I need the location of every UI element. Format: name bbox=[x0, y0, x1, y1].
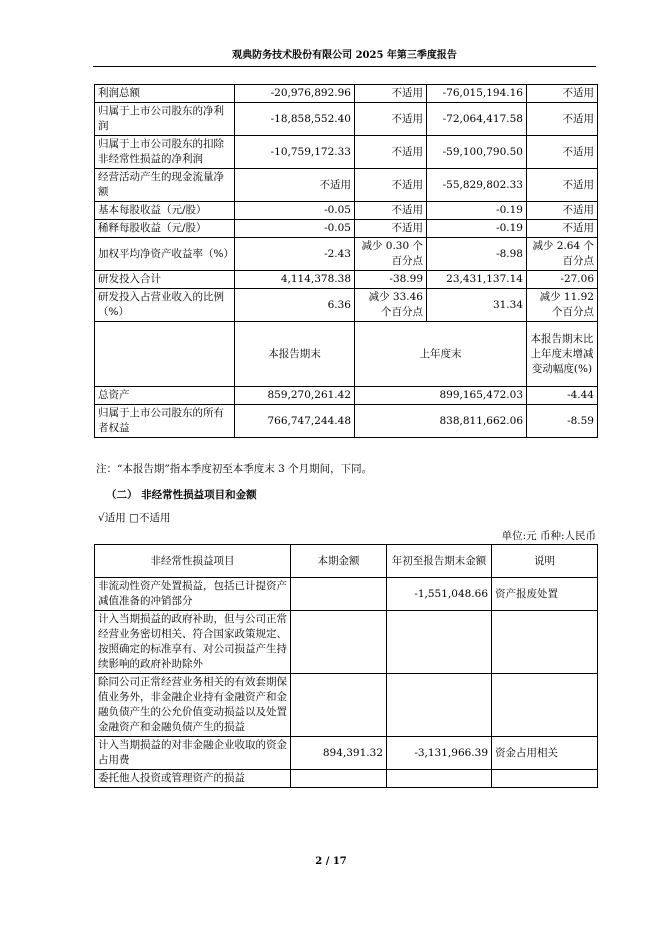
table-cell: -59,100,790.50 bbox=[427, 136, 527, 169]
table-row bbox=[95, 220, 598, 238]
table-row bbox=[95, 136, 598, 169]
table-cell: -8.98 bbox=[427, 238, 527, 271]
table-cell: 31.34 bbox=[427, 289, 527, 322]
table-cell: 不适用 bbox=[527, 85, 598, 103]
table-cell: 不适用 bbox=[527, 103, 598, 136]
table-row bbox=[95, 737, 598, 770]
table-cell: -4.44 bbox=[527, 387, 598, 405]
table-cell: 减少 0.30 个百分点 bbox=[355, 238, 427, 271]
report-header: 观典防务技术股份有限公司 2025 年第三季度报告 bbox=[93, 46, 596, 67]
row-label: 稀释每股收益（元/股） bbox=[95, 220, 235, 238]
row-label: 委托他人投资或管理资产的损益 bbox=[95, 770, 291, 788]
table-cell bbox=[387, 770, 492, 788]
table-cell: 不适用 bbox=[527, 202, 598, 220]
table-row bbox=[95, 202, 598, 220]
table-cell: -2.43 bbox=[235, 238, 355, 271]
row-label: 归属于上市公司股东的扣除非经常性损益的净利润 bbox=[95, 136, 235, 169]
table-row bbox=[95, 387, 598, 405]
row-label: 经营活动产生的现金流量净额 bbox=[95, 169, 235, 202]
table-cell: 不适用 bbox=[355, 103, 427, 136]
table-row bbox=[95, 611, 598, 674]
table-cell: 不适用 bbox=[527, 169, 598, 202]
column-header: 非经常性损益项目 bbox=[95, 545, 291, 578]
table-cell: 不适用 bbox=[355, 85, 427, 103]
currency-unit: 单位:元 币种:人民币 bbox=[501, 530, 596, 542]
table-cell: -0.05 bbox=[235, 202, 355, 220]
table-cell bbox=[492, 611, 598, 674]
table-cell bbox=[387, 611, 492, 674]
column-header: 说明 bbox=[492, 545, 598, 578]
table-cell: 不适用 bbox=[355, 136, 427, 169]
table-row bbox=[95, 103, 598, 136]
table-cell: 4,114,378.38 bbox=[235, 271, 355, 289]
row-label: 研发投入合计 bbox=[95, 271, 235, 289]
row-label: 除同公司正常经营业务相关的有效套期保值业务外，非金融企业持有金融资产和金融负债产生的公允价值变动损益以及处置金融资产和金融负债产生的损益 bbox=[95, 674, 291, 737]
table-cell bbox=[291, 770, 387, 788]
financial-indicators-table bbox=[94, 84, 598, 438]
table-cell: -8.59 bbox=[527, 405, 598, 438]
row-label: 计入当期损益的对非金融企业收取的资金占用费 bbox=[95, 737, 291, 770]
table-cell: 23,431,137.14 bbox=[427, 271, 527, 289]
table-cell: 不适用 bbox=[527, 220, 598, 238]
column-header: 本报告期末 bbox=[235, 322, 355, 387]
table-row bbox=[95, 289, 598, 322]
column-header: 本期金额 bbox=[291, 545, 387, 578]
table-cell bbox=[387, 674, 492, 737]
row-label: 归属于上市公司股东的所有者权益 bbox=[95, 405, 235, 438]
row-label: 基本每股收益（元/股） bbox=[95, 202, 235, 220]
table-cell: 不适用 bbox=[527, 136, 598, 169]
table-cell bbox=[492, 674, 598, 737]
table-subheader-row bbox=[95, 322, 598, 387]
table-cell: 资金占用相关 bbox=[492, 737, 598, 770]
row-label: 归属于上市公司股东的净利润 bbox=[95, 103, 235, 136]
table-cell: 6.36 bbox=[235, 289, 355, 322]
table-row bbox=[95, 238, 598, 271]
table-cell: -55,829,802.33 bbox=[427, 169, 527, 202]
table-cell: -38.99 bbox=[355, 271, 427, 289]
table-cell: 859,270,261.42 bbox=[235, 387, 355, 405]
table-cell: 不适用 bbox=[355, 220, 427, 238]
row-label: 总资产 bbox=[95, 387, 235, 405]
table-cell: -0.05 bbox=[235, 220, 355, 238]
table-note: 注：“本报告期”指本季度初至本季度末 3 个月期间，下同。 bbox=[96, 463, 373, 475]
section-title: （二） 非经常性损益项目和金额 bbox=[106, 489, 257, 501]
table-cell: 减少 2.64 个百分点 bbox=[527, 238, 598, 271]
table-cell bbox=[291, 611, 387, 674]
page-number: 2 / 17 bbox=[315, 856, 347, 867]
table-cell: 899,165,472.03 bbox=[355, 387, 527, 405]
table-cell: -18,858,552.40 bbox=[235, 103, 355, 136]
blank-cell bbox=[95, 322, 235, 387]
table-cell: -72,064,417.58 bbox=[427, 103, 527, 136]
table-cell: 资产报废处置 bbox=[492, 578, 598, 611]
table-cell: 减少 11.92 个百分点 bbox=[527, 289, 598, 322]
column-header: 年初至报告期末金额 bbox=[387, 545, 492, 578]
table-cell: -0.19 bbox=[427, 202, 527, 220]
table-cell: -27.06 bbox=[527, 271, 598, 289]
table-row bbox=[95, 405, 598, 438]
table-cell: 894,391.32 bbox=[291, 737, 387, 770]
non-recurring-items-table bbox=[94, 544, 598, 788]
table-cell: 减少 33.46 个百分点 bbox=[355, 289, 427, 322]
table-cell bbox=[492, 770, 598, 788]
column-header: 本报告期末比上年度末增减变动幅度(%) bbox=[527, 322, 598, 387]
row-label: 研发投入占营业收入的比例（%） bbox=[95, 289, 235, 322]
table-cell bbox=[291, 578, 387, 611]
table-cell: 766,747,244.48 bbox=[235, 405, 355, 438]
column-header: 上年度末 bbox=[355, 322, 527, 387]
table-row bbox=[95, 578, 598, 611]
table-cell: 不适用 bbox=[355, 202, 427, 220]
table-cell: 838,811,662.06 bbox=[355, 405, 527, 438]
table-row bbox=[95, 85, 598, 103]
table-cell: -76,015,194.16 bbox=[427, 85, 527, 103]
applicability-checkbox: √适用 □不适用 bbox=[98, 512, 171, 524]
table-cell: 不适用 bbox=[355, 169, 427, 202]
table-row bbox=[95, 770, 598, 788]
table-row bbox=[95, 674, 598, 737]
table-cell: -20,976,892.96 bbox=[235, 85, 355, 103]
table-row bbox=[95, 271, 598, 289]
table-cell: -3,131,966.39 bbox=[387, 737, 492, 770]
table-cell: -0.19 bbox=[427, 220, 527, 238]
table-cell: -1,551,048.66 bbox=[387, 578, 492, 611]
table-row bbox=[95, 169, 598, 202]
table-cell: 不适用 bbox=[235, 169, 355, 202]
row-label: 加权平均净资产收益率（%） bbox=[95, 238, 235, 271]
row-label: 非流动性资产处置损益，包括已计提资产减值准备的冲销部分 bbox=[95, 578, 291, 611]
row-label: 利润总额 bbox=[95, 85, 235, 103]
row-label: 计入当期损益的政府补助，但与公司正常经营业务密切相关、符合国家政策规定、按照确定的标准享有、对公司损益产生持续影响的政府补助除外 bbox=[95, 611, 291, 674]
table-cell: -10,759,172.33 bbox=[235, 136, 355, 169]
table-cell bbox=[291, 674, 387, 737]
table-header-row bbox=[95, 545, 598, 578]
